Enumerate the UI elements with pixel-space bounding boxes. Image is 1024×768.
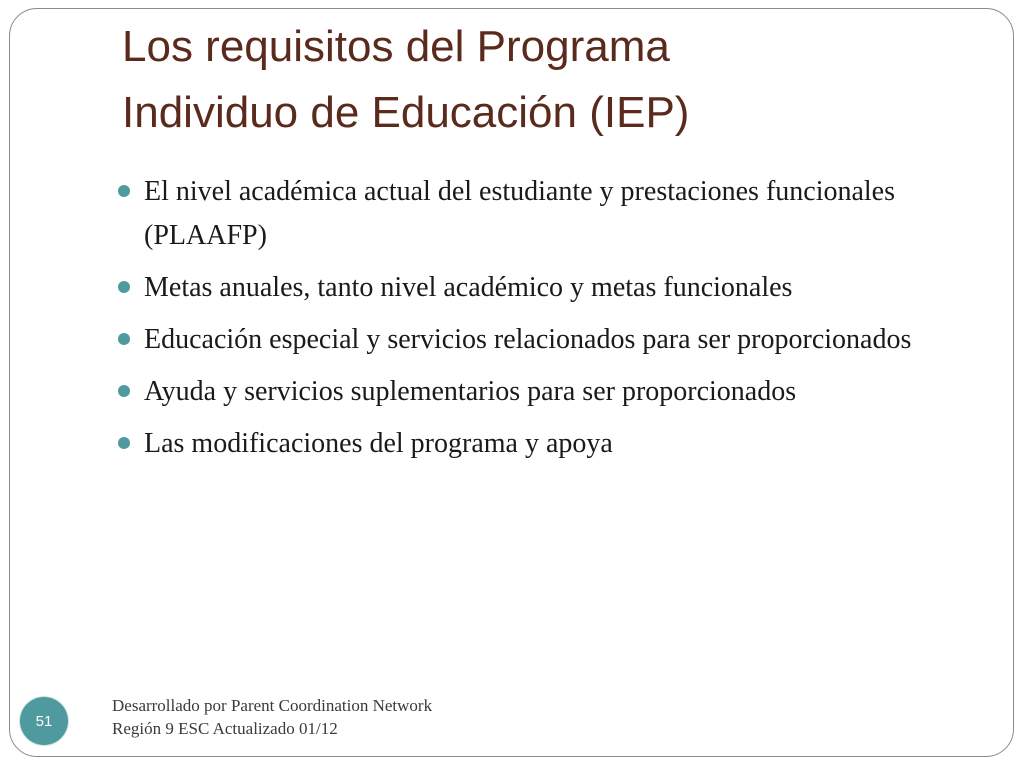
bullet-text: Educación especial y servicios relacionados para ser proporcionados	[144, 324, 912, 355]
footer-credit: Desarrollado por Parent Coordination Network	[112, 696, 433, 715]
bullet-list	[116, 170, 936, 474]
bullet-text: Ayuda y servicios suplementarios para ser proporcionados	[144, 376, 797, 407]
bullet-item	[116, 422, 936, 466]
page-number-badge	[20, 697, 68, 745]
bullet-item	[116, 266, 936, 310]
bullet-dot-icon	[118, 281, 130, 293]
bullet-text: Las modificaciones del programa y apoya	[144, 428, 613, 459]
bullet-item	[116, 318, 936, 362]
slide-title-line-2: Individuo de Educación (IEP)	[122, 88, 690, 137]
slide-footer	[112, 694, 432, 740]
bullet-text: Metas anuales, tanto nivel académico y metas funcionales	[144, 272, 793, 303]
footer-region-update: Región 9 ESC Actualizado 01/12	[112, 719, 338, 738]
bullet-dot-icon	[118, 185, 130, 197]
bullet-dot-icon	[118, 437, 130, 449]
bullet-text: El nivel académica actual del estudiante y prestaciones funcionales (PLAAFP)	[144, 176, 896, 251]
page-number: 51	[35, 712, 53, 730]
bullet-dot-icon	[118, 385, 130, 397]
bullet-item	[116, 370, 936, 414]
slide-title-line-1: Los requisitos del Programa	[122, 22, 670, 71]
bullet-item	[116, 170, 936, 258]
bullet-dot-icon	[118, 333, 130, 345]
slide-title	[122, 14, 982, 146]
